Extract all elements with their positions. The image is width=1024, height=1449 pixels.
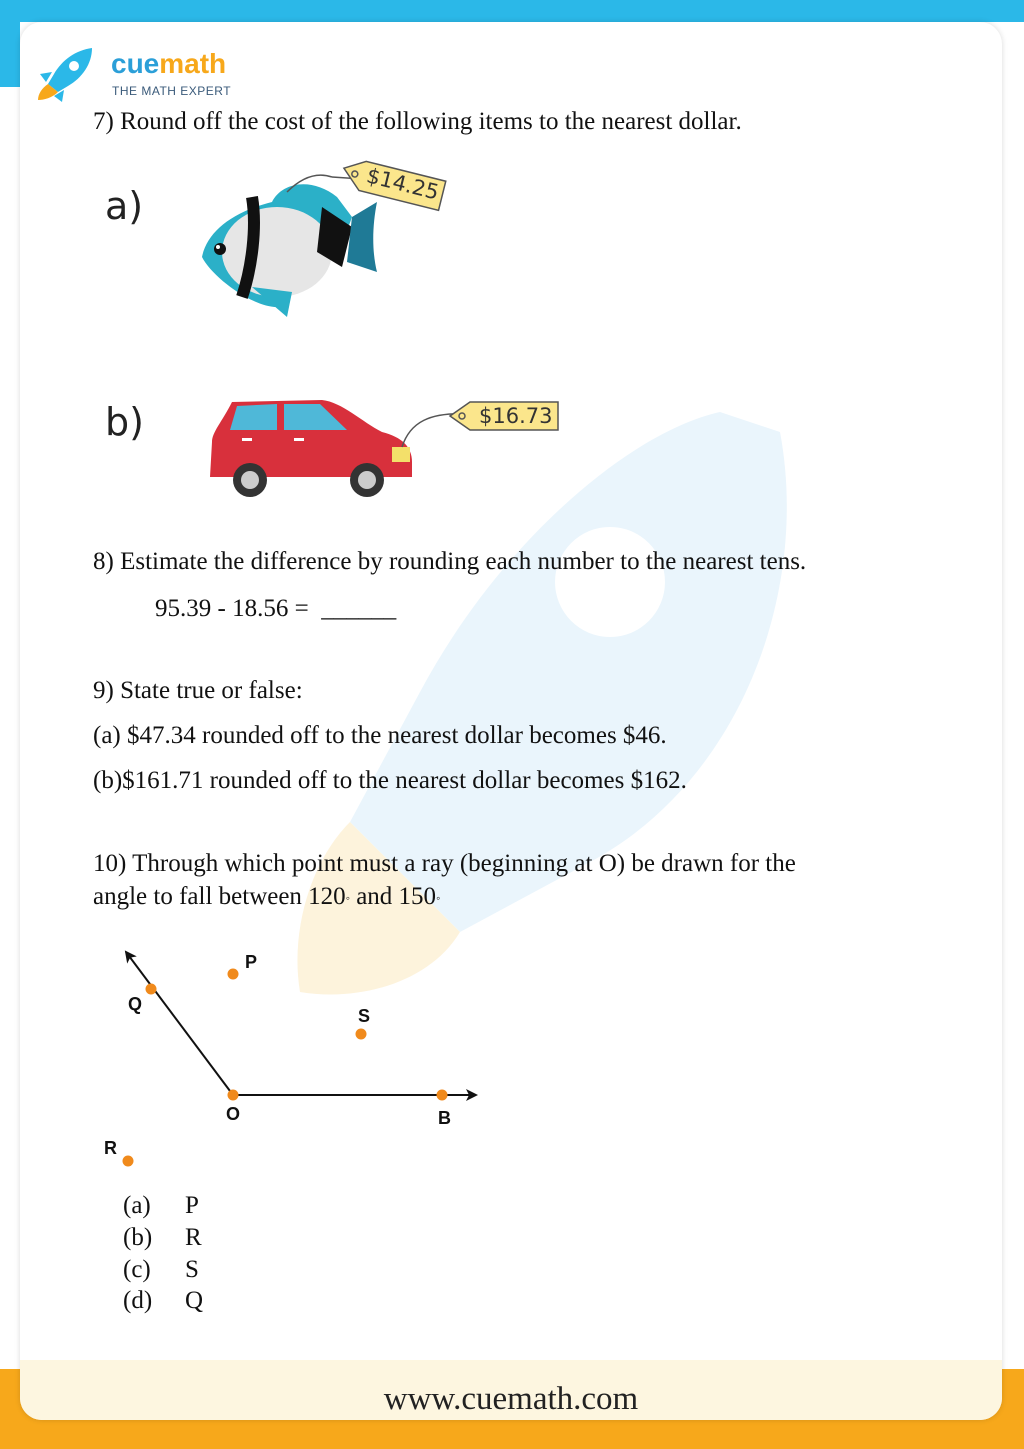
point-q xyxy=(146,984,157,995)
worksheet-page: cuemath THE MATH EXPERT 7) Round off the cost of the following items to the nearest dollar. a) $14.25 b) $16.73 8) Estimate the difference by rounding each number to the nearest tens. 95.39 - 18.56 = ______ 9) State true or false: (a) $47.34 rounded off to the nearest dollar becomes $46. (b)$161.71 rounded off to the nearest dollar becomes $162. 10) Through which point must a ray (beginning at O) be drawn for the angle to fall between 120◦ and 150◦ P Q S O B R (a) P (b) R (c) S (d) Q www.cuemath.com xyxy=(20,22,1002,1420)
label-o: O xyxy=(226,1104,241,1124)
point-r xyxy=(123,1156,134,1167)
statement-a: (a) $47.34 rounded off to the nearest dollar becomes $46. xyxy=(93,722,667,749)
label-r: R xyxy=(104,1138,117,1158)
point-s xyxy=(356,1029,367,1040)
question-10-line-1: 10) Through which point must a ray (beginning at O) be drawn for the xyxy=(93,850,796,877)
brand-name: cuemath xyxy=(111,48,227,79)
car-price: $16.73 xyxy=(479,404,553,428)
question-7-text: 7) Round off the cost of the following items to the nearest dollar. xyxy=(93,108,742,135)
label-p: P xyxy=(245,952,258,972)
angle-diagram xyxy=(90,942,490,1172)
label-s: S xyxy=(358,1006,371,1026)
fish-price: $14.25 xyxy=(364,163,442,205)
statement-b: (b)$161.71 rounded off to the nearest dollar becomes $162. xyxy=(93,767,687,794)
footer-url[interactable]: www.cuemath.com xyxy=(383,1381,639,1417)
car-illustration xyxy=(202,392,422,497)
rocket-logo-icon xyxy=(34,46,98,102)
label-b: B xyxy=(438,1108,451,1128)
point-o xyxy=(228,1090,239,1101)
cuemath-logo xyxy=(34,42,274,112)
question-8-expression: 95.39 - 18.56 = ______ xyxy=(155,595,397,622)
question-10-line-2: angle to fall between 120◦ and 150◦ xyxy=(93,883,441,910)
point-p xyxy=(228,969,239,980)
brand-tagline: THE MATH EXPERT xyxy=(112,84,232,98)
ray-oq xyxy=(126,952,233,1095)
footer xyxy=(20,1360,1002,1420)
question-9-text: 9) State true or false: xyxy=(93,677,303,704)
left-accent-bar xyxy=(0,0,20,1449)
top-accent-bar xyxy=(0,0,1024,22)
point-b xyxy=(437,1090,448,1101)
answer-blank: ______ xyxy=(321,595,397,622)
part-a-label: a) xyxy=(105,184,144,228)
part-b-label: b) xyxy=(105,400,144,444)
question-8-text: 8) Estimate the difference by rounding each number to the nearest tens. xyxy=(93,548,807,575)
label-q: Q xyxy=(128,994,143,1014)
